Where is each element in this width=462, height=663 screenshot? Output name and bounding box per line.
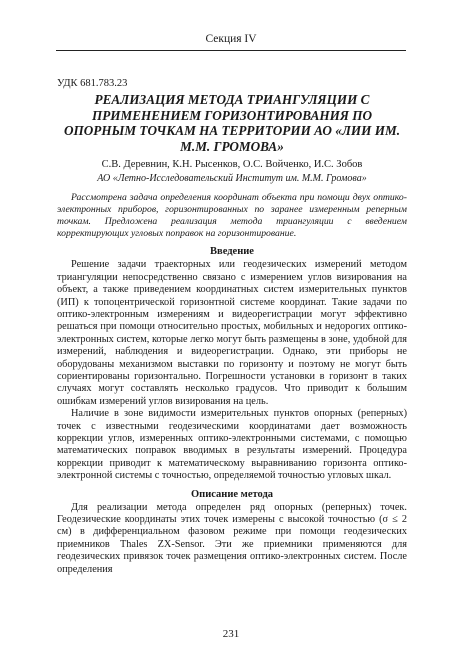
udc-code: УДК 681.783.23 xyxy=(57,78,128,89)
section-heading-method: Описание метода xyxy=(190,488,274,500)
abstract: Рассмотрена задача определения координат объекта при помощи двух оптико-электронных приборов, горизонтированных по заранее измеренным реперным точкам. Предложена реализация метода триангуляции с введением корректирующих угловых поправок на горизонтирование. xyxy=(57,191,407,240)
body-paragraph: Решение задачи траекторных или геодезических измерений методом триангуляции непосредственно связано с измерением углов визирования на объект, а также приведением координатных систем измерительных пунктов (ИП) к топоцентрической горизонтной системе координат. Такие задачи по оптико-электронным измерениям и видеорегистрации могут эффективно решаться при помощи относительно простых, мобильных и недорогих оптико-электронных систем, которые легко могут быть размещены в зоне, удобной для измерений, наблюдения и видеорегистрации. Однако, эти приборы не оборудованы механизмом выставки по горизонту и поэтому не могут быть сориентированы горизонтально. Погрешности установки в горизонт в таких случаях могут составлять несколько градусов. Что приводит к большим ошибкам измерений углов визирования на цель. xyxy=(57,259,407,407)
body-paragraph: Для реализации метода определен ряд опорных (реперных) точек. Геодезические координаты этих точек измерены с высокой точностью (σ ≤ 2 см) в дифференциальном фазовом режиме при помощи геодезических приемников Thales ZX-Sensor. Эти же приемники применяются для геодезических привязок точек размещения оптико-электронных систем. После определения xyxy=(57,501,407,575)
page-number: 231 xyxy=(222,628,240,640)
running-head: Секция IV xyxy=(205,33,257,45)
header-rule xyxy=(56,50,406,51)
affiliation: АО «Летно-Исследовательский Институт им. М.М. Громова» xyxy=(97,173,367,184)
article-title: РЕАЛИЗАЦИЯ МЕТОДА ТРИАНГУЛЯЦИИ С ПРИМЕНЕНИЕМ ГОРИЗОНТИРОВАНИЯ ПО ОПОРНЫМ ТОЧКАМ НА ТЕРРИТОРИИ АО «ЛИИ ИМ. М.М. ГРОМОВА» xyxy=(64,92,400,154)
body-paragraph: Наличие в зоне видимости измерительных пунктов опорных (реперных) точек с известными геодезическими координатами дает возможность коррекции углов, измеренных оптико-электронными системами, с помощью математических поправок вводимых в результаты измерений. Процедура коррекции приводит к математическому выравниванию горизонта оптико-электронной системы с точностью, определяемой точностью угловых шкал. xyxy=(57,408,407,482)
article-body xyxy=(57,78,407,576)
author-list: С.В. Деревнин, К.Н. Рысенков, О.С. Войченко, И.С. Зобов xyxy=(101,159,363,170)
section-heading-introduction: Введение xyxy=(210,246,254,258)
